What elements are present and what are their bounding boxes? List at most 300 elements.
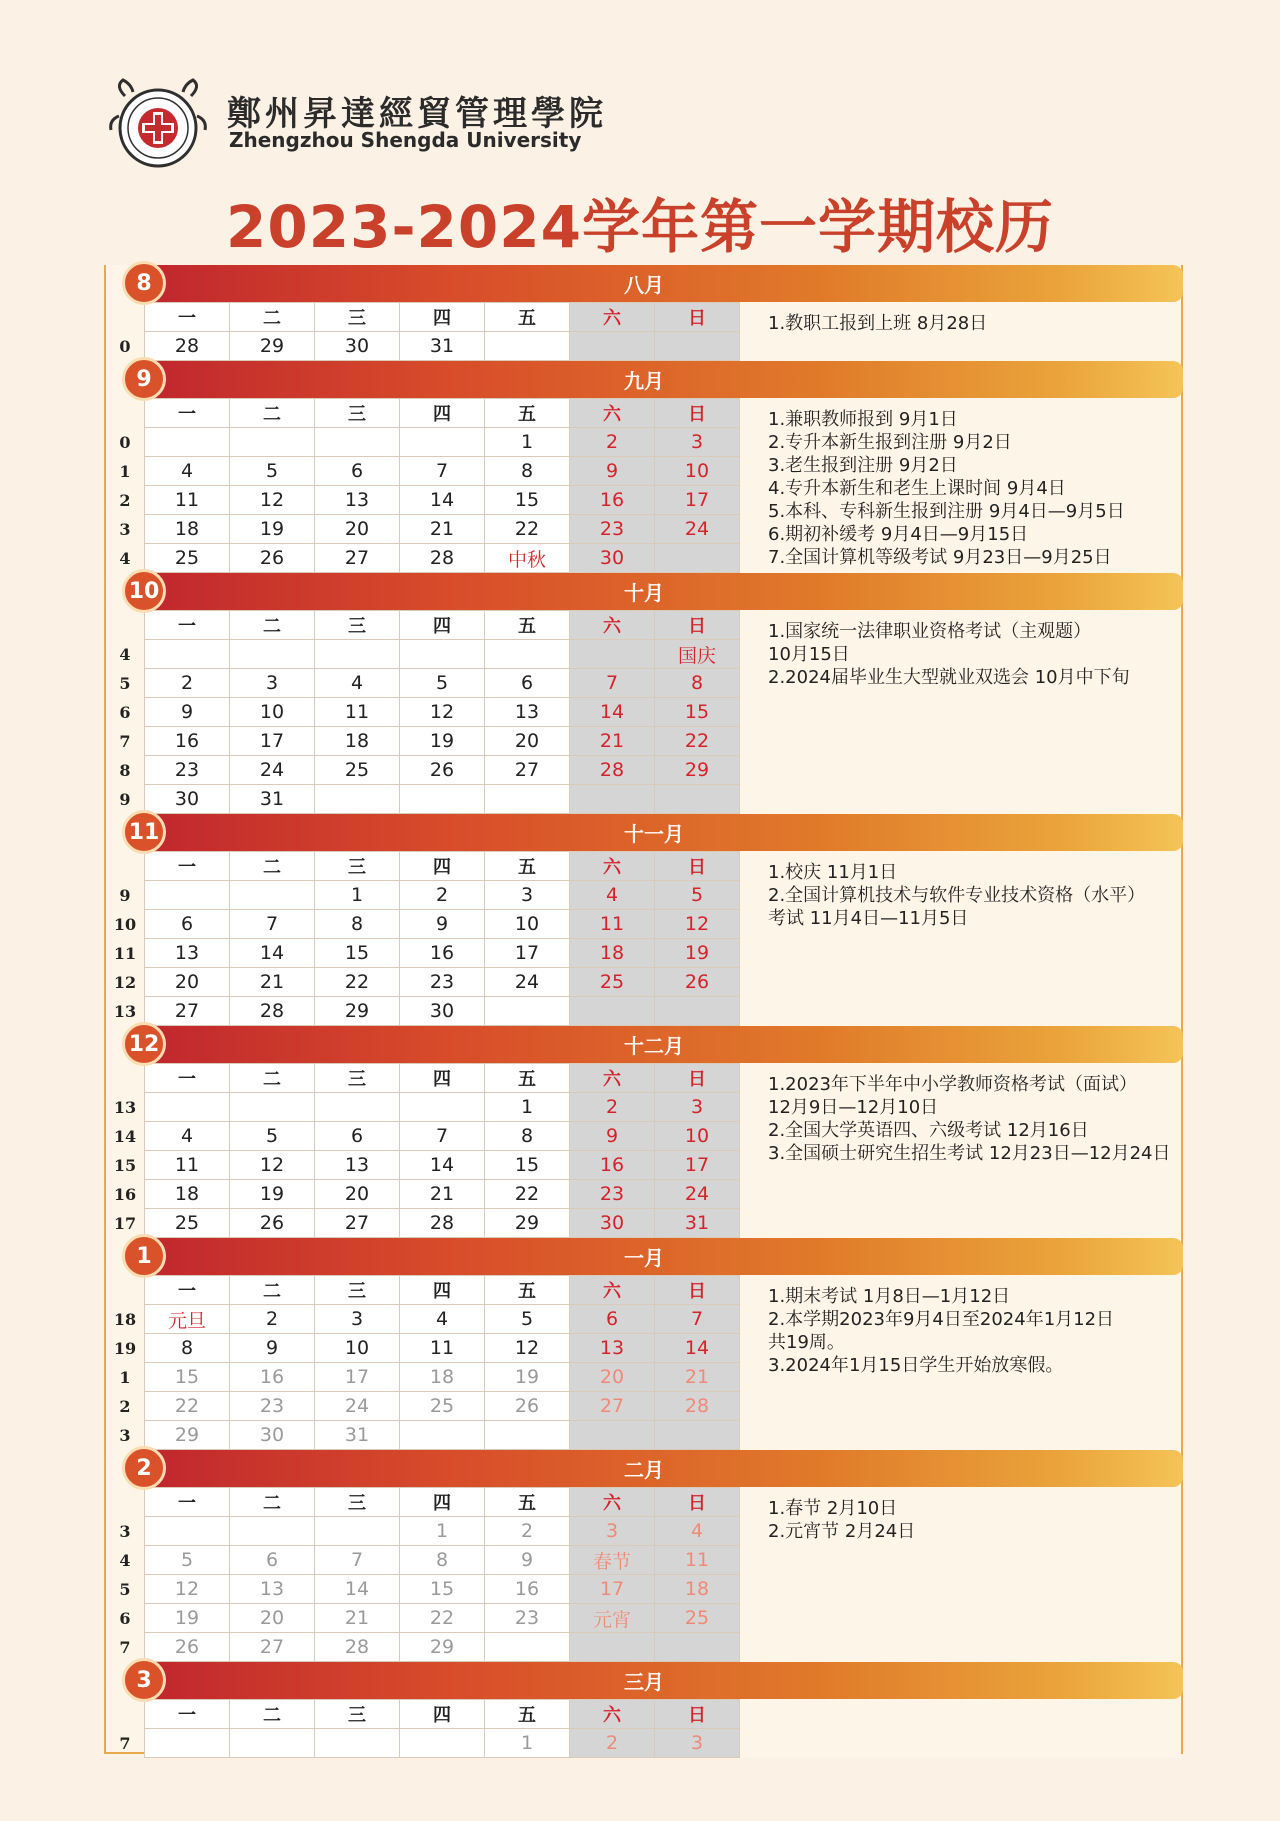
month-grid xyxy=(106,1275,740,1450)
month-bar: 11 十一月 xyxy=(144,814,1183,851)
weekday-header: 一 xyxy=(145,303,230,332)
weekday-header: 五 xyxy=(485,1276,570,1305)
day-cell: 2 xyxy=(570,1729,655,1758)
day-cell: 10 xyxy=(230,698,315,727)
note-line: 2.全国大学英语四、六级考试 12月16日 xyxy=(768,1120,1089,1141)
day-cell: 26 xyxy=(230,1209,315,1238)
day-cell: 31 xyxy=(230,785,315,814)
day-cell: 24 xyxy=(230,756,315,785)
day-cell xyxy=(655,785,740,814)
day-cell: 12 xyxy=(230,486,315,515)
day-cell: 21 xyxy=(570,727,655,756)
week-number-cell: 6 xyxy=(119,1608,131,1628)
day-cell xyxy=(485,1633,570,1662)
week-number-cell: 8 xyxy=(119,760,131,780)
day-cell: 18 xyxy=(145,1180,230,1209)
month-notes xyxy=(740,610,1181,814)
day-cell: 26 xyxy=(655,968,740,997)
day-cell: 11 xyxy=(145,486,230,515)
day-cell xyxy=(315,428,400,457)
day-cell: 12 xyxy=(400,698,485,727)
week-number-cell xyxy=(106,1276,145,1305)
week-row xyxy=(106,544,740,573)
day-cell: 27 xyxy=(570,1392,655,1421)
day-cell: 10 xyxy=(315,1334,400,1363)
week-row xyxy=(106,785,740,814)
day-cell: 4 xyxy=(145,1122,230,1151)
day-cell: 20 xyxy=(485,727,570,756)
day-cell: 2 xyxy=(485,1517,570,1546)
day-cell xyxy=(485,785,570,814)
weekday-header: 五 xyxy=(485,1064,570,1093)
day-cell: 25 xyxy=(145,544,230,573)
day-cell xyxy=(570,1633,655,1662)
day-cell: 16 xyxy=(485,1575,570,1604)
day-cell xyxy=(400,640,485,669)
day-cell: 15 xyxy=(145,1363,230,1392)
note-line: 2.全国计算机技术与软件专业技术资格（水平） xyxy=(768,885,1146,906)
day-cell: 9 xyxy=(570,457,655,486)
week-number-cell: 17 xyxy=(113,1213,137,1233)
day-cell: 1 xyxy=(485,428,570,457)
day-cell: 27 xyxy=(485,756,570,785)
page-title: 2023-2024学年第一学期校历 xyxy=(226,193,1054,261)
day-cell: 25 xyxy=(145,1209,230,1238)
week-number-cell: 1 xyxy=(119,1367,131,1387)
month-block xyxy=(106,1450,1181,1662)
day-cell: 7 xyxy=(570,669,655,698)
weekday-header: 三 xyxy=(315,852,400,881)
week-number-cell: 4 xyxy=(119,644,131,664)
week-number-cell: 15 xyxy=(113,1155,137,1175)
note-line: 10月15日 xyxy=(768,644,850,665)
month-grid xyxy=(106,1063,740,1238)
day-cell: 28 xyxy=(230,997,315,1026)
day-cell: 27 xyxy=(145,997,230,1026)
weekday-header: 二 xyxy=(230,611,315,640)
day-cell: 11 xyxy=(315,698,400,727)
day-cell: 28 xyxy=(315,1633,400,1662)
day-cell: 26 xyxy=(230,544,315,573)
month-block xyxy=(106,361,1181,573)
day-cell: 23 xyxy=(570,515,655,544)
weekday-header: 五 xyxy=(485,1700,570,1729)
weekday-header: 二 xyxy=(230,1064,315,1093)
day-cell xyxy=(145,1729,230,1758)
weekday-header: 一 xyxy=(145,1276,230,1305)
day-cell: 5 xyxy=(230,1122,315,1151)
day-cell: 21 xyxy=(230,968,315,997)
week-number-cell: 7 xyxy=(119,731,131,751)
day-cell: 28 xyxy=(655,1392,740,1421)
day-cell: 15 xyxy=(655,698,740,727)
day-cell: 22 xyxy=(400,1604,485,1633)
day-cell: 22 xyxy=(145,1392,230,1421)
day-cell: 14 xyxy=(400,486,485,515)
day-cell: 6 xyxy=(485,669,570,698)
day-cell: 11 xyxy=(145,1151,230,1180)
day-cell: 9 xyxy=(400,910,485,939)
note-line: 共19周。 xyxy=(768,1332,845,1353)
week-row xyxy=(106,1546,740,1575)
month-badge: 10 xyxy=(122,569,166,613)
day-cell xyxy=(655,1421,740,1450)
weekday-header: 二 xyxy=(230,852,315,881)
week-row xyxy=(106,910,740,939)
day-cell: 11 xyxy=(570,910,655,939)
month-block xyxy=(106,1026,1181,1238)
month-grid xyxy=(106,610,740,814)
day-cell: 15 xyxy=(485,486,570,515)
note-line: 3.老生报到注册 9月2日 xyxy=(768,455,958,476)
day-cell: 29 xyxy=(315,997,400,1026)
week-row xyxy=(106,727,740,756)
day-cell: 22 xyxy=(485,1180,570,1209)
weekday-header: 四 xyxy=(400,1064,485,1093)
day-cell: 12 xyxy=(655,910,740,939)
day-cell: 22 xyxy=(655,727,740,756)
month-bar: 9 九月 xyxy=(144,361,1183,398)
week-number-cell: 0 xyxy=(119,432,131,452)
day-cell: 15 xyxy=(315,939,400,968)
week-number-cell xyxy=(106,852,145,881)
day-cell: 17 xyxy=(655,486,740,515)
day-cell: 18 xyxy=(145,515,230,544)
note-line: 2.本学期2023年9月4日至2024年1月12日 xyxy=(768,1309,1115,1330)
month-badge: 9 xyxy=(122,357,166,401)
note-line: 1.期末考试 1月8日—1月12日 xyxy=(768,1286,1011,1307)
day-cell xyxy=(315,640,400,669)
weekday-header: 三 xyxy=(315,303,400,332)
day-cell: 25 xyxy=(315,756,400,785)
month-bar: 2 二月 xyxy=(144,1450,1183,1487)
day-cell: 20 xyxy=(230,1604,315,1633)
weekday-header: 一 xyxy=(145,1488,230,1517)
day-cell: 元旦 xyxy=(145,1305,230,1334)
day-cell: 6 xyxy=(315,457,400,486)
day-cell: 23 xyxy=(400,968,485,997)
day-cell: 18 xyxy=(570,939,655,968)
month-bar: 12 十二月 xyxy=(144,1026,1183,1063)
note-line: 3.2024年1月15日学生开始放寒假。 xyxy=(768,1355,1064,1376)
week-row xyxy=(106,640,740,669)
weekday-header: 五 xyxy=(485,852,570,881)
day-cell: 14 xyxy=(400,1151,485,1180)
week-number-cell: 6 xyxy=(119,702,131,722)
weekday-header: 四 xyxy=(400,611,485,640)
day-cell: 24 xyxy=(315,1392,400,1421)
day-cell: 31 xyxy=(400,332,485,361)
week-number-cell: 5 xyxy=(119,673,131,693)
day-cell: 16 xyxy=(400,939,485,968)
week-number-cell: 10 xyxy=(113,914,137,934)
day-cell xyxy=(655,332,740,361)
day-cell: 30 xyxy=(570,1209,655,1238)
day-cell xyxy=(400,1421,485,1450)
day-cell: 19 xyxy=(400,727,485,756)
note-line: 7.全国计算机等级考试 9月23日—9月25日 xyxy=(768,547,1112,568)
week-number-cell: 2 xyxy=(119,1396,131,1416)
day-cell: 18 xyxy=(400,1363,485,1392)
week-row xyxy=(106,756,740,785)
week-row xyxy=(106,1093,740,1122)
day-cell: 30 xyxy=(230,1421,315,1450)
day-cell: 11 xyxy=(655,1546,740,1575)
day-cell xyxy=(315,1093,400,1122)
day-cell: 2 xyxy=(570,428,655,457)
month-grid xyxy=(106,398,740,573)
day-cell: 2 xyxy=(145,669,230,698)
week-row xyxy=(106,1575,740,1604)
day-cell xyxy=(400,1729,485,1758)
weekday-header: 四 xyxy=(400,1488,485,1517)
month-block xyxy=(106,814,1181,1026)
week-row xyxy=(106,698,740,727)
day-cell: 21 xyxy=(400,1180,485,1209)
day-cell xyxy=(315,1729,400,1758)
weekday-header: 日 xyxy=(655,611,740,640)
week-number-cell: 13 xyxy=(113,1097,137,1117)
weekday-header: 一 xyxy=(145,611,230,640)
day-cell: 春节 xyxy=(570,1546,655,1575)
month-block xyxy=(106,1662,1181,1758)
day-cell: 26 xyxy=(400,756,485,785)
day-cell: 22 xyxy=(485,515,570,544)
day-cell: 8 xyxy=(655,669,740,698)
day-cell: 8 xyxy=(315,910,400,939)
day-cell: 27 xyxy=(315,1209,400,1238)
day-cell xyxy=(230,428,315,457)
day-cell: 9 xyxy=(230,1334,315,1363)
note-line: 5.本科、专科新生报到注册 9月4日—9月5日 xyxy=(768,501,1125,522)
week-row xyxy=(106,1122,740,1151)
weekday-header: 一 xyxy=(145,399,230,428)
week-row xyxy=(106,1421,740,1450)
note-line: 1.国家统一法律职业资格考试（主观题） xyxy=(768,621,1092,642)
school-name-cn: 鄭州昇達經貿管理學院 xyxy=(227,94,607,134)
day-cell: 14 xyxy=(570,698,655,727)
weekday-header: 五 xyxy=(485,611,570,640)
month-block xyxy=(106,265,1181,361)
day-cell xyxy=(230,1093,315,1122)
note-line: 2.2024届毕业生大型就业双选会 10月中下旬 xyxy=(768,667,1130,688)
day-cell: 17 xyxy=(230,727,315,756)
day-cell: 8 xyxy=(485,1122,570,1151)
week-number-cell: 18 xyxy=(113,1309,137,1329)
weekday-header: 四 xyxy=(400,303,485,332)
weekday-header: 二 xyxy=(230,303,315,332)
week-number-cell xyxy=(106,303,145,332)
note-line: 6.期初补缓考 9月4日—9月15日 xyxy=(768,524,1029,545)
weekday-header: 六 xyxy=(570,611,655,640)
month-block xyxy=(106,573,1181,814)
day-cell xyxy=(145,1517,230,1546)
weekday-header: 日 xyxy=(655,1276,740,1305)
day-cell: 6 xyxy=(570,1305,655,1334)
note-line: 3.全国硕士研究生招生考试 12月23日—12月24日 xyxy=(768,1143,1171,1164)
month-bar: 1 一月 xyxy=(144,1238,1183,1275)
day-cell xyxy=(315,785,400,814)
month-badge: 1 xyxy=(122,1234,166,1278)
day-cell: 20 xyxy=(145,968,230,997)
day-cell: 20 xyxy=(315,1180,400,1209)
day-cell: 28 xyxy=(145,332,230,361)
day-cell: 10 xyxy=(485,910,570,939)
day-cell xyxy=(570,997,655,1026)
week-row xyxy=(106,1151,740,1180)
day-cell: 23 xyxy=(570,1180,655,1209)
day-cell: 19 xyxy=(230,1180,315,1209)
day-cell: 8 xyxy=(400,1546,485,1575)
day-cell xyxy=(485,1421,570,1450)
week-number-cell: 0 xyxy=(119,336,131,356)
month-bar: 8 八月 xyxy=(144,265,1183,302)
month-badge: 3 xyxy=(122,1658,166,1702)
weekday-header: 二 xyxy=(230,399,315,428)
day-cell: 7 xyxy=(230,910,315,939)
day-cell: 国庆 xyxy=(655,640,740,669)
weekday-header: 六 xyxy=(570,852,655,881)
month-notes xyxy=(740,1699,1181,1758)
week-row xyxy=(106,486,740,515)
day-cell xyxy=(230,1729,315,1758)
day-cell xyxy=(570,785,655,814)
week-number-cell: 4 xyxy=(119,548,131,568)
weekday-header: 六 xyxy=(570,399,655,428)
day-cell: 6 xyxy=(230,1546,315,1575)
week-number-cell: 3 xyxy=(119,1425,131,1445)
day-cell xyxy=(655,1633,740,1662)
day-cell: 13 xyxy=(570,1334,655,1363)
month-grid xyxy=(106,1699,740,1758)
day-cell: 5 xyxy=(485,1305,570,1334)
day-cell: 29 xyxy=(145,1421,230,1450)
day-cell: 3 xyxy=(655,1093,740,1122)
week-number-cell: 4 xyxy=(119,1550,131,1570)
day-cell: 1 xyxy=(485,1093,570,1122)
day-cell: 元宵 xyxy=(570,1604,655,1633)
weekday-header: 五 xyxy=(485,1488,570,1517)
day-cell xyxy=(485,640,570,669)
day-cell: 4 xyxy=(570,881,655,910)
weekday-header: 一 xyxy=(145,1064,230,1093)
day-cell: 20 xyxy=(315,515,400,544)
day-cell xyxy=(570,332,655,361)
week-number-cell xyxy=(106,611,145,640)
day-cell: 1 xyxy=(485,1729,570,1758)
day-cell xyxy=(230,640,315,669)
weekday-header: 四 xyxy=(400,399,485,428)
weekday-header: 六 xyxy=(570,1064,655,1093)
day-cell xyxy=(485,997,570,1026)
day-cell: 13 xyxy=(485,698,570,727)
month-notes xyxy=(740,1275,1181,1450)
week-row xyxy=(106,968,740,997)
weekday-header: 日 xyxy=(655,399,740,428)
day-cell: 1 xyxy=(315,881,400,910)
month-block xyxy=(106,1238,1181,1450)
school-header xyxy=(105,72,805,172)
day-cell: 3 xyxy=(315,1305,400,1334)
month-notes xyxy=(740,398,1181,573)
day-cell: 6 xyxy=(315,1122,400,1151)
day-cell xyxy=(145,428,230,457)
day-cell: 29 xyxy=(485,1209,570,1238)
week-number-cell: 3 xyxy=(119,519,131,539)
day-cell: 19 xyxy=(230,515,315,544)
week-number-cell: 3 xyxy=(119,1521,131,1541)
weekday-header: 六 xyxy=(570,1276,655,1305)
day-cell: 25 xyxy=(570,968,655,997)
week-number-cell: 14 xyxy=(113,1126,137,1146)
weekday-header: 一 xyxy=(145,852,230,881)
week-row xyxy=(106,1604,740,1633)
month-notes xyxy=(740,1063,1181,1238)
day-cell: 6 xyxy=(145,910,230,939)
week-row xyxy=(106,1392,740,1421)
day-cell xyxy=(230,1517,315,1546)
month-badge: 11 xyxy=(122,810,166,854)
note-line: 12月9日—12月10日 xyxy=(768,1097,939,1118)
day-cell: 16 xyxy=(230,1363,315,1392)
weekday-header: 日 xyxy=(655,1064,740,1093)
weekday-header: 四 xyxy=(400,1276,485,1305)
week-number-cell: 12 xyxy=(113,972,137,992)
note-line: 1.校庆 11月1日 xyxy=(768,862,898,883)
day-cell: 3 xyxy=(655,428,740,457)
weekday-header: 四 xyxy=(400,852,485,881)
week-row xyxy=(106,1209,740,1238)
note-line: 1.2023年下半年中小学教师资格考试（面试） xyxy=(768,1074,1137,1095)
day-cell: 5 xyxy=(400,669,485,698)
academic-calendar xyxy=(104,265,1183,1754)
day-cell: 2 xyxy=(230,1305,315,1334)
day-cell: 30 xyxy=(315,332,400,361)
day-cell: 31 xyxy=(655,1209,740,1238)
day-cell: 22 xyxy=(315,968,400,997)
day-cell xyxy=(485,332,570,361)
day-cell: 21 xyxy=(400,515,485,544)
day-cell xyxy=(655,997,740,1026)
month-grid xyxy=(106,1487,740,1662)
day-cell: 29 xyxy=(655,756,740,785)
day-cell xyxy=(145,1093,230,1122)
day-cell: 17 xyxy=(315,1363,400,1392)
note-line: 2.元宵节 2月24日 xyxy=(768,1521,916,1542)
week-number-cell xyxy=(106,1700,145,1729)
day-cell: 7 xyxy=(655,1305,740,1334)
day-cell: 21 xyxy=(655,1363,740,1392)
day-cell: 4 xyxy=(655,1517,740,1546)
day-cell: 4 xyxy=(315,669,400,698)
day-cell: 12 xyxy=(230,1151,315,1180)
month-badge: 8 xyxy=(122,261,166,305)
day-cell: 26 xyxy=(485,1392,570,1421)
day-cell: 4 xyxy=(400,1305,485,1334)
week-row xyxy=(106,997,740,1026)
week-number-cell: 11 xyxy=(113,943,137,963)
week-number-cell xyxy=(106,1488,145,1517)
day-cell: 3 xyxy=(570,1517,655,1546)
weekday-header: 三 xyxy=(315,1064,400,1093)
week-number-cell: 5 xyxy=(119,1579,131,1599)
day-cell: 5 xyxy=(230,457,315,486)
day-cell: 14 xyxy=(655,1334,740,1363)
day-cell: 28 xyxy=(570,756,655,785)
week-number-cell: 7 xyxy=(119,1637,131,1657)
day-cell: 14 xyxy=(315,1575,400,1604)
week-row xyxy=(106,669,740,698)
